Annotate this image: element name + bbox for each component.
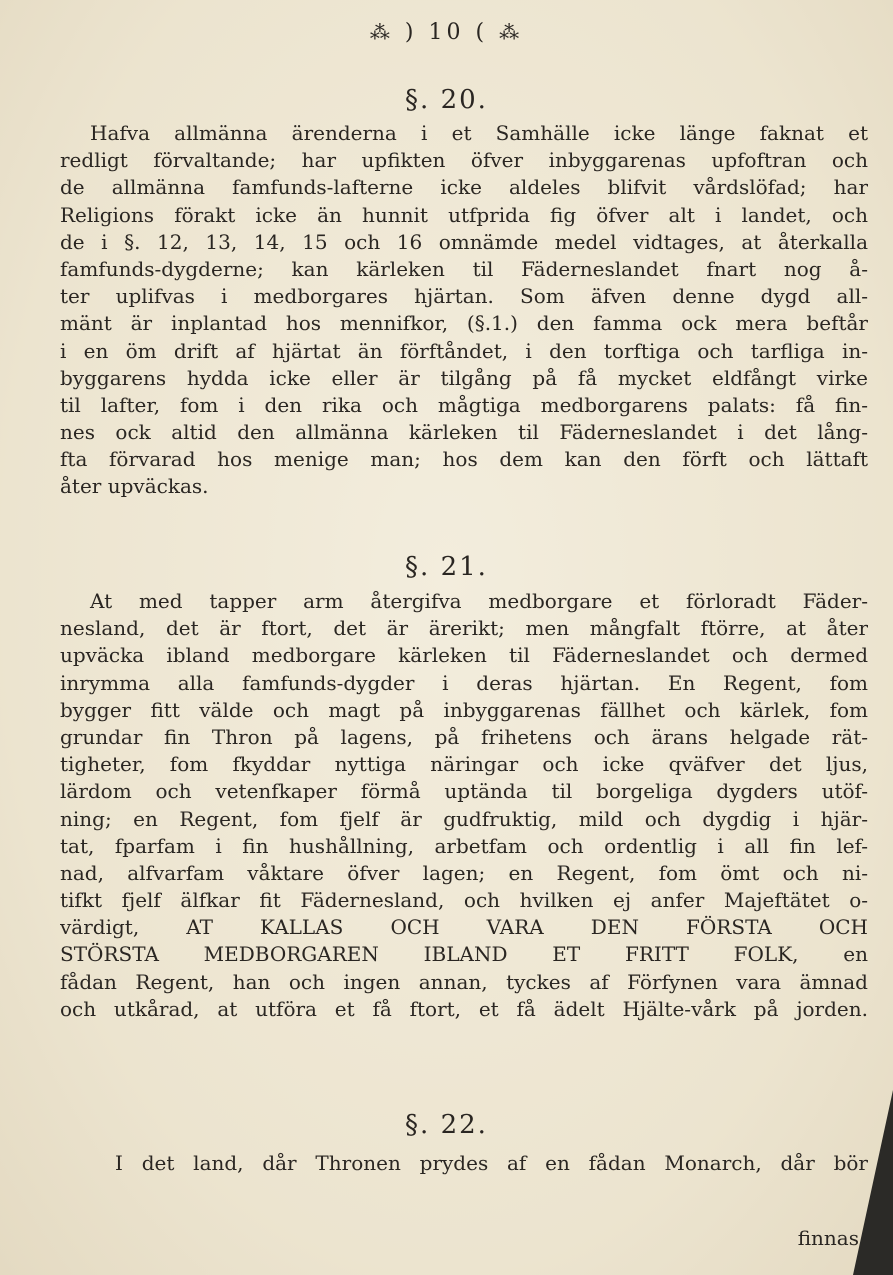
text-line: lärdom och vetenfkaper förmå uptända til borgeliga dygders utöf- [60, 779, 868, 804]
text-line: de i §. 12, 13, 14, 15 och 16 omnämde medel vidtages, at återkalla [60, 229, 868, 254]
ornament-right-icon: ⁂ [499, 20, 524, 44]
text-line: tifkt fjelf älfkar fit Fädernesland, och hvilken ej anfer Majeftätet o- [60, 888, 868, 913]
text-line: de allmänna famfunds-lafterne icke aldeles blifvit vårdslöfad; har [60, 175, 868, 200]
text-line: At med tapper arm återgifva medborgare et förloradt Fäder- [90, 589, 868, 613]
ornament-left-icon: ⁂ [369, 20, 394, 44]
text-line: fta förvarad hos menige man; hos dem kan den förft och lättaft [60, 447, 868, 472]
text-line: i en öm drift af hjärtat än förftåndet, i den torftiga och tarfliga in- [60, 338, 868, 363]
catchword: finnas [797, 1226, 859, 1250]
text-line: värdigt, AT KALLAS OCH VARA DEN FÖRSTA OCH [60, 915, 868, 940]
text-line: ter uplifvas i medborgares hjärtan. Som äfven denne dygd all- [60, 284, 868, 309]
page-header [0, 20, 893, 45]
text-line: åter upväckas. [60, 474, 209, 499]
text-line: tat, fparfam i fin hushållning, arbetfam och ordentlig i all fin lef- [60, 833, 868, 858]
section-20-text [60, 120, 868, 501]
section-heading-21: §. 21. [405, 552, 488, 582]
text-line: bygger fitt välde och magt på inbyggarenas fällhet och kärlek, fom [60, 697, 868, 722]
text-line: til lafter, fom i den rika och mågtiga medborgarens palats: få fin- [60, 392, 868, 417]
section-22-text [60, 1150, 868, 1177]
text-line: upväcka ibland medborgare kärleken til Fäderneslandet och dermed [60, 643, 868, 668]
text-line: Religions förakt icke än hunnit utfprida fig öfver alt i landet, och [60, 202, 868, 227]
section-heading-20: §. 20. [405, 85, 488, 115]
text-line: inrymma alla famfunds-dygder i deras hjärtan. En Regent, fom [60, 670, 868, 695]
text-line: fådan Regent, han och ingen annan, tyckes af Förfynen vara ämnad [60, 969, 868, 994]
text-line: och utkårad, at utföra et få ftort, et få ädelt Hjälte-vårk på jorden. [60, 996, 868, 1021]
text-line: I det land, dår Thronen prydes af en fådan Monarch, dår bör [115, 1151, 868, 1175]
section-heading-22: §. 22. [405, 1110, 488, 1140]
text-line: nad, alfvarfam våktare öfver lagen; en Regent, fom ömt och ni- [60, 860, 868, 885]
text-line: byggarens hydda icke eller är tilgång på få mycket eldfångt virke [60, 365, 868, 390]
text-line: grundar fin Thron på lagens, på frihetens och ärans helgade rät- [60, 724, 868, 749]
text-line: mänt är inplantad hos mennifkor, (§.1.) den famma ock mera beftår [60, 311, 868, 336]
text-line: redligt förvaltande; har upfikten öfver inbyggarenas upfoftran och [60, 148, 868, 173]
text-line: nesland, det är ftort, det är ärerikt; men mångfalt ftörre, at åter [60, 616, 868, 641]
text-line: STÖRSTA MEDBORGAREN IBLAND ET FRITT FOLK, en [60, 942, 868, 967]
text-line: Hafva allmänna ärenderna i et Samhälle icke länge faknat et [90, 121, 868, 145]
section-21-text [60, 588, 868, 1023]
text-line: nes ock altid den allmänna kärleken til Fäderneslandet i det lång- [60, 420, 868, 445]
page-number: ) 10 ( [404, 20, 489, 45]
text-line: ning; en Regent, fom fjelf är gudfruktig, mild och dygdig i hjär- [60, 806, 868, 831]
text-line: famfunds-dygderne; kan kärleken til Fäderneslandet fnart nog å- [60, 256, 868, 281]
text-line: tigheter, fom fkyddar nyttiga näringar och icke qväfver det ljus, [60, 752, 868, 777]
